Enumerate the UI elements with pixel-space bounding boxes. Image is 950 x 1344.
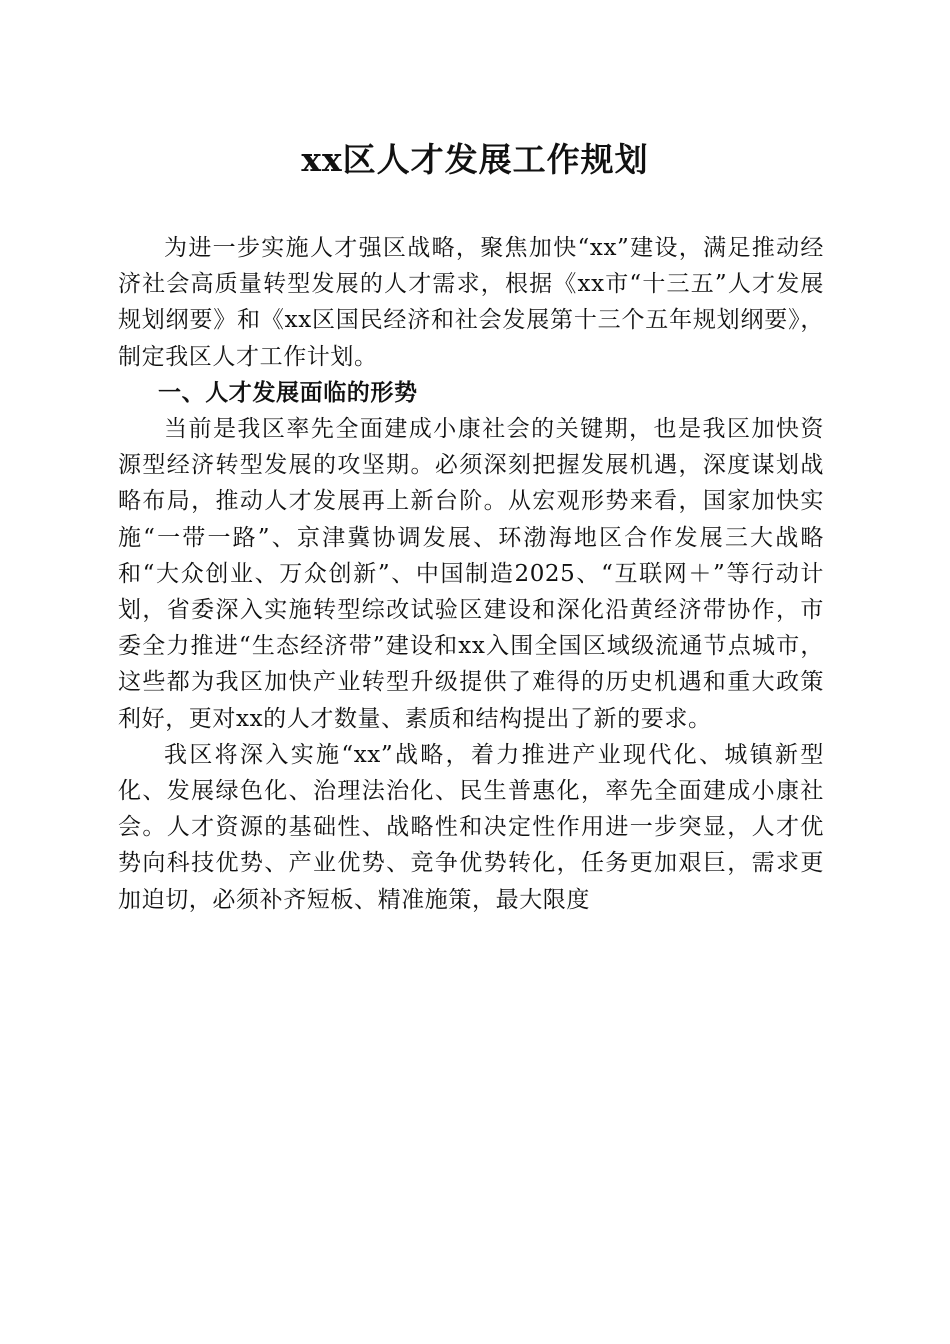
document-title: xx区人才发展工作规划: [301, 140, 649, 179]
section-heading: 一、人才发展面临的形势: [158, 379, 418, 406]
intro-paragraph: 为进一步实施人才强区战略，聚焦加快“xx”建设，满足推动经济社会高质量转型发展的人才需求，根据《xx市“十三五”人才发展规划纲要》和《xx区国民经济和社会发展第十三个五年规划纲要》，制定我区人才工作计划。: [118, 235, 824, 370]
document-body: [118, 230, 824, 918]
body-paragraph: 当前是我区率先全面建成小康社会的关键期，也是我区加快资源型经济转型发展的攻坚期。必须深刻把握发展机遇，深度谋划战略布局，推动人才发展再上新台阶。从宏观形势来看，国家加快实施“一带一路”、京津冀协调发展、环渤海地区合作发展三大战略和“大众创业、万众创新”、中国制造2025、“互联网＋”等行动计划，省委深入实施转型综改试验区建设和深化沿黄经济带协作，市委全力推进“生态经济带”建设和xx入围全国区域级流通节点城市，这些都为我区加快产业转型升级提供了难得的历史机遇和重大政策利好，更对xx的人才数量、素质和结构提出了新的要求。: [118, 416, 824, 732]
body-paragraph: 我区将深入实施“xx”战略，着力推进产业现代化、城镇新型化、发展绿色化、治理法治化、民生普惠化，率先全面建成小康社会。人才资源的基础性、战略性和决定性作用进一步突显，人才优势向科技优势、产业优势、竞争优势转化，任务更加艰巨，需求更加迫切，必须补齐短板、精准施策，最大限度: [118, 741, 824, 913]
